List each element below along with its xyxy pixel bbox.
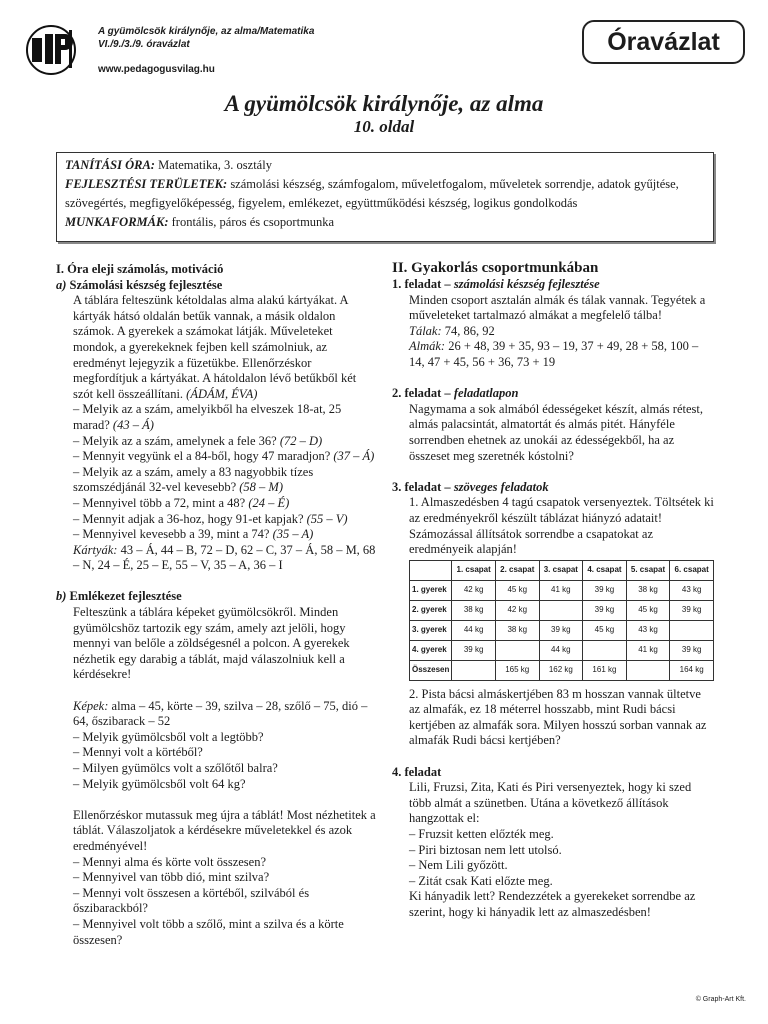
q5-text: – Mennyivel több a 72, mint a 48?: [73, 495, 246, 510]
task-4-statement: – Fruzsit ketten előzték meg.: [409, 827, 554, 842]
table-header-cell: 3. csapat: [539, 560, 583, 580]
check-question-1: – Mennyi alma és körte volt összesen?: [73, 854, 267, 869]
table-cell: 45 kg: [626, 600, 670, 620]
table-cell: 42 kg: [452, 580, 496, 600]
subsection-b-paragraph: Felteszünk a táblára képeket gyümölcsökről. Minden gyümölcshöz tartozik egy szám, amely azt jelöli, hogy mennyi van belőle a zöldségesnél a polcon. A gyerekek nézhetik egy darabig a táblát, majd válaszolniuk kell a kérdésekre!: [73, 605, 350, 682]
info-lesson: [65, 156, 705, 175]
task-4-statement: – Nem Lili győzött.: [409, 858, 508, 873]
q2-answer: (72 – D): [276, 433, 323, 448]
table-cell: 162 kg: [539, 660, 583, 680]
table-header-cell: 2. csapat: [495, 560, 539, 580]
q3-text: – Mennyit vegyünk el a 84-ből, hogy 47 maradjon?: [73, 449, 331, 464]
q6-text: – Mennyit adjak a 36-hoz, hogy 91-et kapjak?: [73, 511, 304, 526]
bowls-text: 74, 86, 92: [441, 323, 495, 338]
pictures-list: [56, 699, 376, 730]
table-row: [410, 620, 714, 640]
task-3-text-2: 2. Pista bácsi almáskertjében 83 m hosszan vannak ültetve az almafák, ez 18 méterrel hosszabb, mint Rudi bácsi kertjében az almafák sora. Milyen hosszú sorban vannak az almafák Rudi bácsi kertjében?: [409, 686, 707, 748]
table-header-row: [410, 560, 714, 580]
table-cell: 165 kg: [495, 660, 539, 680]
table-cell: 38 kg: [626, 580, 670, 600]
cards-list: [56, 543, 376, 574]
task-3-sub: szöveges feladatok: [453, 479, 549, 494]
bowls-label: Tálak:: [409, 323, 442, 338]
table-cell: [626, 660, 670, 680]
q6-answer: (55 – V): [303, 511, 348, 526]
question-7: [56, 527, 376, 543]
page-subtitle: 10. oldal: [353, 117, 415, 136]
info-lesson-text: Matematika, 3. osztály: [154, 158, 272, 172]
table-cell: 161 kg: [583, 660, 627, 680]
cards-label: Kártyák:: [73, 542, 118, 557]
table-cell: [539, 600, 583, 620]
question-6: [56, 512, 376, 528]
table-row: [410, 640, 714, 660]
task-1-sub: számolási készség fejlesztése: [453, 277, 600, 291]
table-header-cell: 5. csapat: [626, 560, 670, 580]
lesson-plan-badge: Óravázlat: [582, 20, 745, 64]
question-5: [56, 496, 376, 512]
table-cell: [670, 620, 714, 640]
publisher-logo: [25, 24, 87, 76]
task-2-sub: feladatlapon: [453, 386, 519, 401]
table-row: [410, 660, 714, 680]
lesson-info-box: [56, 152, 714, 242]
info-areas: [65, 175, 705, 213]
check-question-3: – Mennyi volt összesen a körtéből, szilvából és őszibarackból?: [73, 885, 310, 916]
subsection-b-title: [56, 589, 376, 605]
copyright: © Graph-Art Kft.: [695, 996, 746, 1003]
info-lesson-label: TANÍTÁSI ÓRA:: [65, 158, 155, 172]
subsection-a-prefix: a): [56, 277, 67, 292]
table-cell: 39 kg: [539, 620, 583, 640]
table-cell: 45 kg: [495, 580, 539, 600]
table-cell: [583, 640, 627, 660]
table-cell: 44 kg: [539, 640, 583, 660]
table-cell: 38 kg: [452, 600, 496, 620]
task-1-title: [392, 277, 714, 293]
q5-answer: (24 – É): [245, 495, 290, 510]
task-2-label: 2. feladat –: [392, 386, 454, 401]
table-cell: 43 kg: [670, 580, 714, 600]
cards-text: 43 – Á, 44 – B, 72 – D, 62 – C, 37 – Á, 58 – M, 68 – N, 24 – É, 25 – E, 55 – V, 35 – A, 36 – I: [73, 542, 376, 573]
info-forms-label: MUNKAFORMÁK:: [65, 215, 169, 229]
question-4: [56, 465, 376, 496]
task-4-statement: – Piri biztosan nem lett utolsó.: [409, 842, 562, 857]
row-label: Összesen: [410, 660, 452, 680]
q7-text: – Mennyivel kevesebb a 39, mint a 74?: [73, 527, 270, 542]
subsection-b-text: Emlékezet fejlesztése: [66, 589, 182, 604]
task-4-text: Lili, Fruzsi, Zita, Kati és Piri versenyeztek, hogy ki szed több almát a szünetben. Utána a következő állítások hangzottak el:: [409, 780, 692, 826]
q3-answer: (37 – Á): [330, 449, 375, 464]
task-2-text: Nagymama a sok almából édességeket készít, almás rétest, almás palacsintát, almatortát és almás pitét. Hányféle sorrendben ehetnek az unokái az édességekből, ha az összeset meg szeretnék kóstolni?: [409, 401, 703, 463]
table-row: [410, 580, 714, 600]
header-meta: [98, 25, 314, 51]
right-column: [392, 259, 714, 921]
task-4-end: Ki hányadik lett? Rendezzétek a gyerekeket sorrendbe az szerint, hogy ki hányadik lett az almaszedésben!: [409, 889, 696, 919]
table-cell: 41 kg: [626, 640, 670, 660]
table-cell: [495, 640, 539, 660]
table-cell: 38 kg: [495, 620, 539, 640]
subsection-b-prefix: b): [56, 589, 67, 604]
table-cell: 39 kg: [670, 640, 714, 660]
task-1-apples: [392, 339, 714, 370]
task-1-label: 1. feladat –: [392, 277, 454, 291]
subsection-a-text: Számolási készség fejlesztése: [66, 277, 223, 292]
q1-answer: (43 – Á): [109, 417, 154, 432]
table-header-cell: 6. csapat: [670, 560, 714, 580]
header-meta-line1: A gyümölcsök királynője, az alma/Matematika: [98, 26, 315, 37]
apples-text: 26 + 48, 39 + 35, 93 – 19, 37 + 49, 28 + 58, 100 – 14, 47 + 45, 56 + 36, 73 + 19: [409, 339, 699, 369]
results-table: [409, 560, 714, 681]
section-1-title: I. Óra eleji számolás, motiváció: [56, 262, 224, 276]
pictures-text: alma – 45, körte – 39, szilva – 28, szőlő – 75, dió – 64, őszibarack – 52: [73, 698, 368, 729]
task-2-title: [392, 386, 714, 402]
question-1: [56, 402, 376, 433]
table-cell: 44 kg: [452, 620, 496, 640]
q4-text: – Melyik az a szám, amely a 83 nagyobbik tízes szomszédjánál 32-vel kevesebb?: [73, 464, 314, 495]
check-paragraph: Ellenőrzéskor mutassuk meg újra a táblát! Most nézhetitek a táblát. Válaszoljatok a kérdésekre műveletekkel és azok eredményével!: [73, 807, 376, 853]
apples-label: Almák:: [409, 339, 446, 354]
row-label: 1. gyerek: [410, 580, 452, 600]
b-question-1: – Melyik gyümölcsből volt a legtöbb?: [73, 729, 264, 744]
info-forms-text: frontális, páros és csoportmunka: [168, 215, 335, 229]
row-label: 4. gyerek: [410, 640, 452, 660]
row-label: 2. gyerek: [410, 600, 452, 620]
check-question-4: – Mennyivel volt több a szőlő, mint a szilva és a körte összesen?: [73, 916, 344, 947]
q1-text: – Melyik az a szám, amelyikből ha elveszek 18-at, 25 marad?: [73, 402, 342, 432]
a-paragraph-text: A táblára felteszünk kétoldalas alma alakú kártyákat. A kártyák hátsó oldalán betűk vannak, a másik oldalon számok. A gyerekek a számokat látják. Műveleteket mondok, a gyerekeknek fejben kell számolniuk, az eredményt lejegyzik a füzetükbe. Ellenőrzéskor megfordítjuk a kártyákat. A hátoldalon lévő betűkből két szót kell összeállítani.: [73, 293, 357, 401]
row-label: 3. gyerek: [410, 620, 452, 640]
task-1-bowls: [392, 324, 714, 340]
table-cell: 164 kg: [670, 660, 714, 680]
task-3-title: [392, 480, 714, 496]
table-header-cell: 1. csapat: [452, 560, 496, 580]
a-paragraph-answer: (ÁDÁM, ÉVA): [183, 386, 258, 401]
subsection-a-paragraph: [56, 293, 376, 402]
pictures-label: Képek:: [73, 698, 109, 713]
info-areas-text: számolási készség, számfogalom, műveletfogalom, műveletek sorrendje, adatok gyűjtése, szövegértés, megfigyelőképesség, figyelem, emlékezet, együttműködési készség, logikus gondolkodás: [65, 177, 679, 210]
task-3-label: 3. feladat –: [392, 479, 454, 494]
website-link[interactable]: www.pedagogusvilag.hu: [98, 64, 215, 75]
table-cell: [452, 660, 496, 680]
task-4-title: 4. feladat: [392, 764, 442, 779]
q7-answer: (35 – A): [269, 527, 314, 542]
check-question-2: – Mennyivel van több dió, mint szilva?: [73, 870, 270, 885]
info-areas-label: FEJLESZTÉSI TERÜLETEK:: [65, 177, 228, 191]
table-row: [410, 600, 714, 620]
table-cell: 43 kg: [626, 620, 670, 640]
b-question-4: – Melyik gyümölcsből volt 64 kg?: [73, 776, 246, 791]
table-cell: 39 kg: [452, 640, 496, 660]
table-header-cell: 4. csapat: [583, 560, 627, 580]
q4-answer: (58 – M): [236, 480, 284, 495]
b-question-2: – Mennyi volt a körtéből?: [73, 745, 203, 760]
b-question-3: – Milyen gyümölcs volt a szőlőtől balra?: [73, 761, 278, 775]
table-corner: [410, 560, 452, 580]
page-title: A gyümölcsök királynője, az alma: [224, 91, 544, 116]
header-meta-line2: VI./9./3./9. óravázlat: [98, 39, 190, 50]
task-3-text-1: 1. Almaszedésben 4 tagú csapatok versenyeztek. Töltsétek ki az eredményekről készült táblázat hiányzó adatait! Számozással állítsátok sorrendbe a csapatokat az eredményeik alapján!: [409, 495, 714, 557]
question-3: [56, 449, 376, 465]
table-cell: 39 kg: [583, 580, 627, 600]
subsection-a-title: [56, 278, 376, 294]
question-2: [56, 434, 376, 450]
section-2-title: II. Gyakorlás csoportmunkában: [392, 260, 599, 276]
q2-text: – Melyik az a szám, amelynek a fele 36?: [73, 433, 277, 448]
left-column: [56, 262, 376, 948]
table-cell: 41 kg: [539, 580, 583, 600]
table-cell: 39 kg: [583, 600, 627, 620]
table-cell: 42 kg: [495, 600, 539, 620]
task-1-text: Minden csoport asztalán almák és tálak vannak. Tegyétek a műveleteket tartalmazó almákat a megfelelő tálba!: [409, 292, 706, 323]
task-4-statement: – Zitát csak Kati előzte meg.: [409, 873, 553, 888]
table-cell: 45 kg: [583, 620, 627, 640]
table-cell: 39 kg: [670, 600, 714, 620]
info-forms: [65, 213, 705, 232]
